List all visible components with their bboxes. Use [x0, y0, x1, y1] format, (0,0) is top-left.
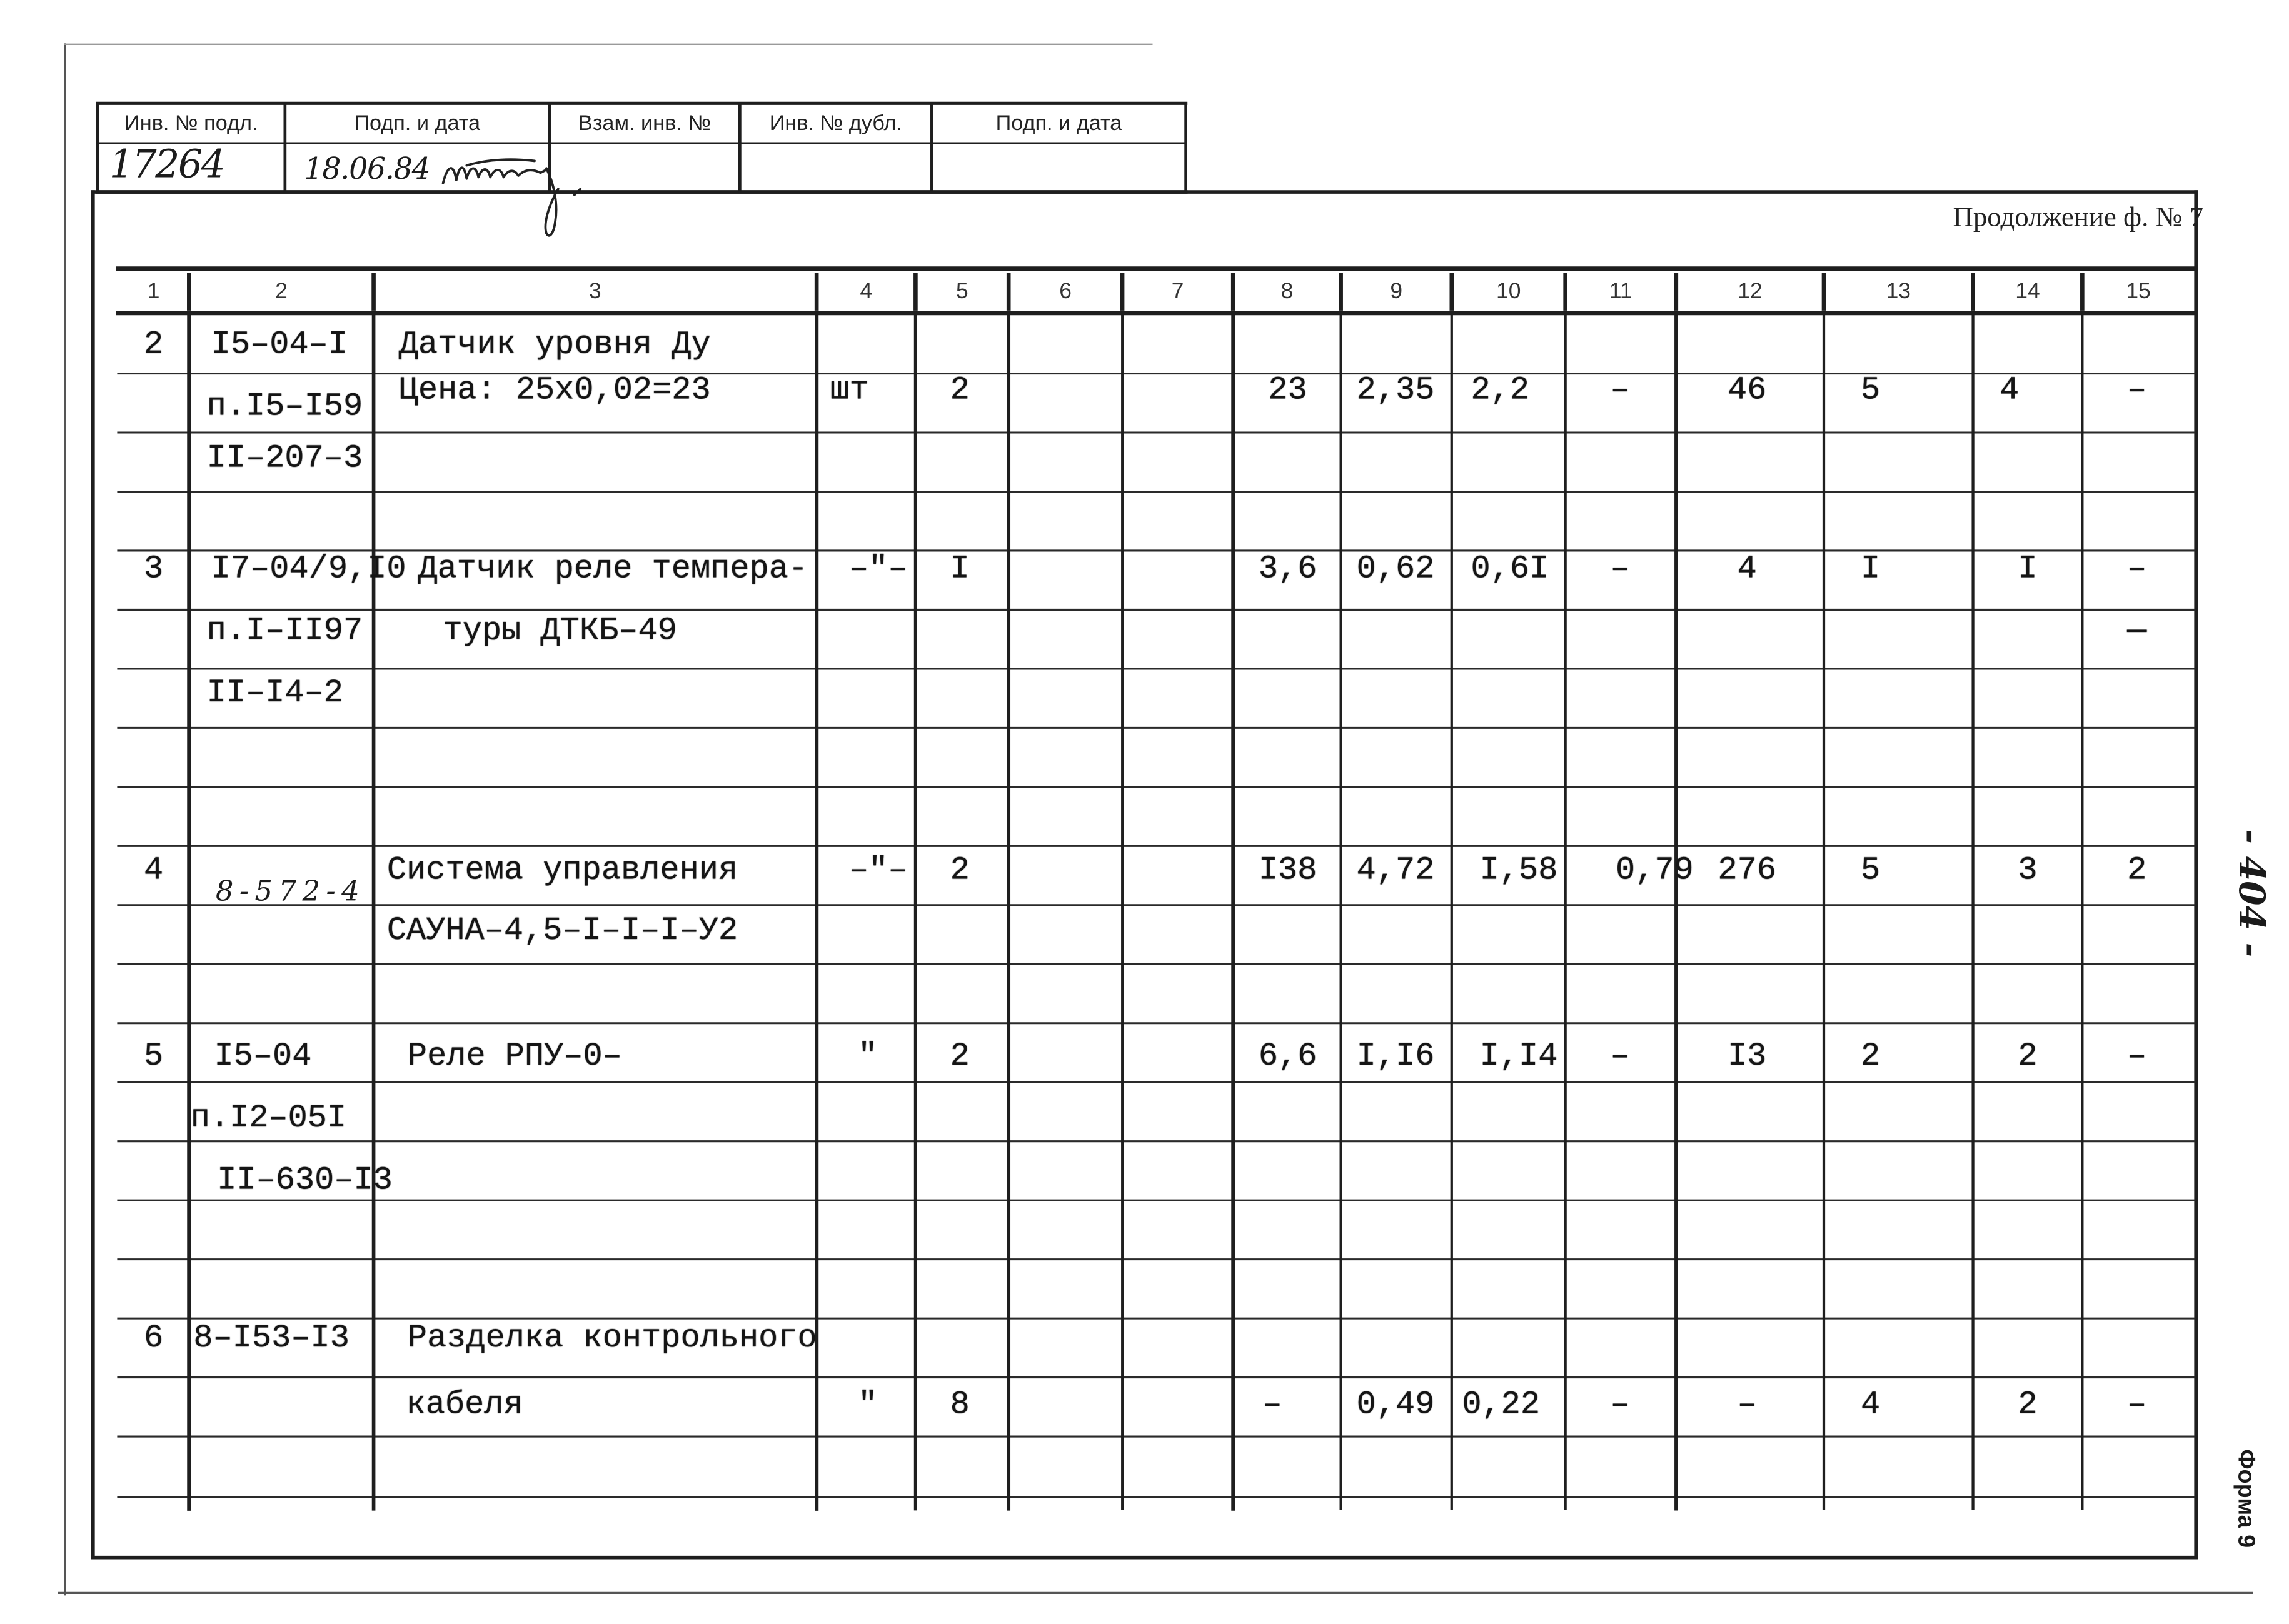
cell-col-15: –	[2127, 1386, 2147, 1423]
cell-col-12: –	[1737, 1386, 1757, 1423]
cell-col-10: 2,2	[1471, 372, 1530, 409]
cell-col-4: "	[858, 1386, 878, 1423]
cell-col-5: I	[950, 550, 970, 588]
page-edge	[59, 44, 2251, 1595]
continuation-label: Продолжение ф. № 7	[1953, 202, 2204, 234]
cell-col-2: п.I–II97	[206, 613, 363, 650]
item-number: 4	[144, 851, 164, 889]
item-number: 3	[144, 550, 164, 588]
cell-col-11: –	[1610, 372, 1630, 409]
column-number-3: 3	[589, 279, 601, 304]
column-number-12: 12	[1738, 279, 1763, 304]
cell-col-15: 2	[2127, 851, 2147, 889]
page-number: - 404 -	[2230, 829, 2274, 958]
item-number: 6	[144, 1320, 164, 1357]
column-number-1: 1	[147, 279, 160, 304]
cell-col-2: I5–04–I	[211, 326, 348, 364]
cell-col-3: Цена: 25х0,02=23	[398, 372, 711, 409]
cell-col-15: —	[2127, 613, 2147, 650]
cell-col-3: САУНА–4,5–I–I–I–У2	[386, 912, 738, 950]
cell-col-4: –"–	[849, 550, 908, 588]
cell-col-9: 2,35	[1356, 372, 1435, 409]
form-label: Форма 9	[2233, 1449, 2258, 1548]
cell-col-2: II–I4–2	[206, 674, 343, 712]
cell-col-3: Датчик реле темпера-	[418, 550, 808, 588]
column-number-6: 6	[1059, 279, 1072, 304]
column-number-5: 5	[955, 279, 968, 304]
column-number-8: 8	[1280, 279, 1294, 304]
cell-col-12: I3	[1727, 1038, 1767, 1075]
cell-col-5: 2	[950, 372, 970, 409]
cell-col-2: II–630–I3	[217, 1161, 393, 1199]
cell-col-13: 4	[1861, 1386, 1881, 1423]
column-number-14: 14	[2015, 279, 2040, 304]
inventory-number-handwritten: 17264	[109, 143, 224, 188]
cell-col-3: туры ДТКБ–49	[443, 613, 677, 650]
cell-col-3: кабеля	[406, 1386, 523, 1423]
cell-col-4: –"–	[849, 851, 908, 889]
cell-col-2: I5–04	[214, 1038, 312, 1075]
cell-col-5: 8	[950, 1386, 970, 1423]
column-number-2: 2	[275, 279, 288, 304]
cell-col-8: 23	[1268, 372, 1307, 409]
cell-col-15: –	[2127, 1038, 2147, 1075]
cell-col-8: 3,6	[1258, 550, 1317, 588]
cell-col-2: п.I2–05I	[190, 1100, 347, 1137]
column-number-13: 13	[1886, 279, 1911, 304]
cell-col-9: 0,62	[1356, 550, 1435, 588]
cell-col-15: –	[2127, 372, 2147, 409]
cell-col-11: –	[1610, 1038, 1630, 1075]
item-number: 5	[144, 1038, 164, 1075]
cell-col-8: 6,6	[1258, 1038, 1317, 1075]
signature-date-handwritten: 18.06.84	[304, 150, 430, 186]
cell-col-3: Система управления	[386, 851, 738, 889]
cell-col-10: 0,6I	[1471, 550, 1549, 588]
cell-col-10: I,58	[1479, 851, 1558, 889]
cell-col-10: 0,22	[1462, 1386, 1541, 1423]
cell-col-3: Реле РПУ–0–	[407, 1038, 622, 1075]
signature-overline	[466, 159, 535, 165]
cell-col-3: Разделка контрольного	[407, 1320, 817, 1357]
cell-col-13: 5	[1861, 372, 1881, 409]
stamp-header-signature-date-2: Подп. и дата	[995, 112, 1122, 136]
cell-col-10: I,I4	[1479, 1038, 1558, 1075]
cell-col-14: 2	[2018, 1386, 2038, 1423]
column-number-9: 9	[1390, 279, 1403, 304]
cell-col-13: 5	[1861, 851, 1881, 889]
cell-col-8: I38	[1258, 851, 1317, 889]
cell-col-12: 276	[1718, 851, 1776, 889]
cell-col-9: 4,72	[1356, 851, 1435, 889]
cell-col-11: 0,79	[1615, 851, 1694, 889]
cell-col-3: Датчик уровня Ду	[398, 326, 711, 364]
cell-col-9: I,I6	[1356, 1038, 1435, 1075]
signature	[443, 159, 581, 236]
stamp-header-inv-original: Инв. № подл.	[124, 112, 258, 136]
cell-col-11: –	[1610, 1386, 1630, 1423]
stamp-header-signature-date: Подп. и дата	[354, 112, 481, 136]
cell-col-13: 2	[1861, 1038, 1881, 1075]
cell-col-13: I	[1861, 550, 1881, 588]
cell-col-14: 2	[2018, 1038, 2038, 1075]
cell-col-12: 4	[1737, 550, 1757, 588]
cell-col-4: шт	[830, 372, 869, 409]
cell-col-2: п.I5–I59	[206, 388, 363, 426]
cell-col-11: –	[1610, 550, 1630, 588]
cell-col-9: 0,49	[1356, 1386, 1435, 1423]
column-number-15: 15	[2126, 279, 2151, 304]
cell-col-2: 8–I53–I3	[193, 1320, 350, 1357]
cell-col-14: 4	[2000, 372, 2020, 409]
cell-col-5: 2	[950, 1038, 970, 1075]
cell-col-8: –	[1262, 1386, 1282, 1423]
item-number: 2	[144, 326, 164, 364]
cell-col-14: I	[2018, 550, 2038, 588]
cell-col-2: I7–04/9,I0	[211, 550, 406, 588]
stamp-header-inv-duplicate: Инв. № дубл.	[769, 112, 902, 136]
column-number-11: 11	[1609, 279, 1632, 304]
table-header-grid	[118, 269, 2195, 313]
cell-col-14: 3	[2018, 851, 2038, 889]
signature-stroke	[443, 168, 550, 183]
signature-hook	[545, 168, 558, 236]
column-number-7: 7	[1171, 279, 1184, 304]
stamp-header-replacement-inv: Взам. инв. №	[578, 112, 712, 136]
cell-col-2: II–207–3	[206, 439, 363, 477]
cell-col-4: "	[858, 1038, 878, 1075]
cell-col-15: –	[2127, 550, 2147, 588]
column-number-4: 4	[860, 279, 873, 304]
column-number-10: 10	[1496, 279, 1521, 304]
cell-col-12: 46	[1727, 372, 1767, 409]
cell-col-2: 8-572-4	[215, 875, 366, 908]
cell-col-5: 2	[950, 851, 970, 889]
